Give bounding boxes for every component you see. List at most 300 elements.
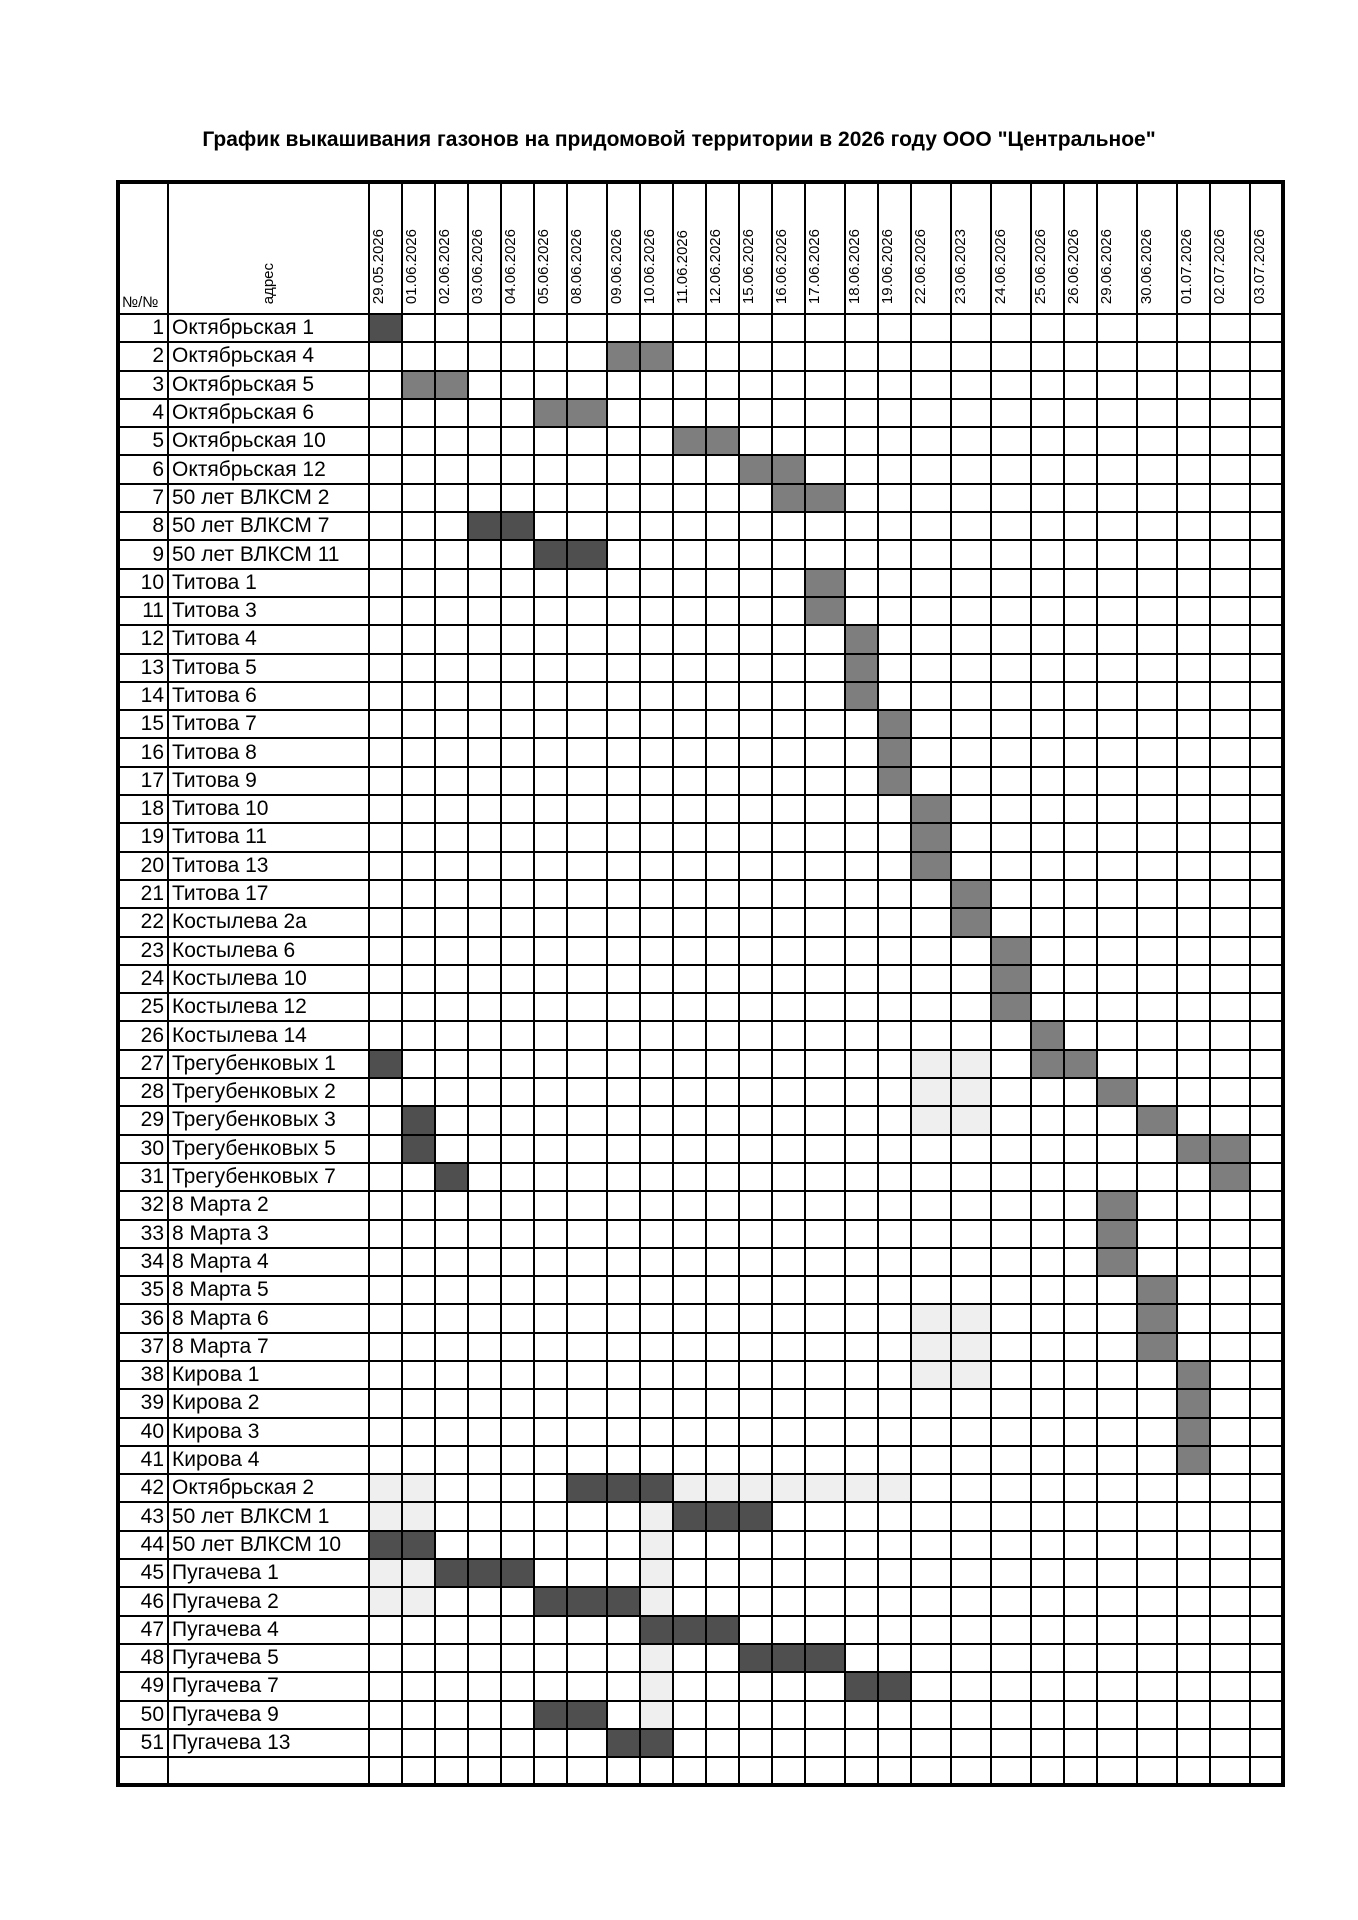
schedule-cell [1250,427,1283,455]
schedule-cell [1097,852,1137,880]
schedule-cell [534,1418,567,1446]
schedule-cell [1137,1531,1177,1559]
schedule-cell [534,823,567,851]
table-row [118,512,1283,540]
empty-cell [739,1757,772,1785]
schedule-cell [1031,852,1064,880]
scheduled-cell-dark [739,1644,772,1672]
scheduled-cell-mid [911,823,951,851]
schedule-cell [1210,1729,1250,1757]
schedule-cell [1250,625,1283,653]
schedule-cell [567,880,607,908]
date-header-label: 16.06.2026 [773,228,790,304]
schedule-cell [991,852,1031,880]
schedule-cell [739,965,772,993]
schedule-cell [1250,1050,1283,1078]
row-number: 16 [118,738,168,766]
schedule-cell [951,1644,991,1672]
schedule-cell [567,455,607,483]
schedule-cell [640,1106,673,1134]
address-cell: 8 Марта 6 [168,1304,369,1332]
schedule-cell [1177,1248,1210,1276]
schedule-cell [1177,399,1210,427]
schedule-cell [468,1531,501,1559]
schedule-cell [534,1304,567,1332]
schedule-cell [1097,965,1137,993]
schedule-cell [673,1559,706,1587]
address-cell: 50 лет ВЛКСМ 1 [168,1502,369,1530]
schedule-cell [673,738,706,766]
date-header-label: 18.06.2026 [846,228,863,304]
schedule-cell [402,795,435,823]
schedule-cell [772,795,805,823]
date-column-header [534,182,567,314]
schedule-cell [706,795,739,823]
schedule-cell [640,880,673,908]
schedule-cell [951,1446,991,1474]
schedule-cell [911,1587,951,1615]
schedule-cell [534,880,567,908]
schedule-cell [1137,908,1177,936]
schedule-cell [878,682,911,710]
schedule-cell [1097,1502,1137,1530]
schedule-cell [991,1078,1031,1106]
schedule-cell [1064,342,1097,370]
schedule-cell [468,852,501,880]
table-row [118,1078,1283,1106]
schedule-cell [369,1021,402,1049]
schedule-cell [805,455,845,483]
row-number: 30 [118,1135,168,1163]
schedule-cell [607,1135,640,1163]
schedule-cell [534,654,567,682]
scheduled-cell-light [911,1333,951,1361]
schedule-cell [951,1135,991,1163]
schedule-cell [1097,1559,1137,1587]
schedule-cell [673,908,706,936]
schedule-cell [805,1163,845,1191]
schedule-cell [1250,1191,1283,1219]
table-row [118,710,1283,738]
schedule-cell [739,540,772,568]
scheduled-cell-light [640,1559,673,1587]
schedule-cell [435,1587,468,1615]
schedule-cell [845,484,878,512]
schedule-cell [878,342,911,370]
schedule-cell [1064,1276,1097,1304]
schedule-cell [534,1135,567,1163]
schedule-cell [1097,1304,1137,1332]
schedule-cell [911,710,951,738]
schedule-cell [991,1729,1031,1757]
schedule-cell [640,682,673,710]
schedule-cell [991,1304,1031,1332]
schedule-cell [673,625,706,653]
row-number: 28 [118,1078,168,1106]
schedule-cell [1177,823,1210,851]
schedule-cell [739,880,772,908]
schedule-cell [1137,710,1177,738]
schedule-cell [805,738,845,766]
schedule-cell [706,1220,739,1248]
schedule-cell [673,795,706,823]
schedule-cell [402,965,435,993]
schedule-cell [402,1191,435,1219]
schedule-cell [468,1078,501,1106]
schedule-cell [567,1163,607,1191]
scheduled-cell-dark [501,512,534,540]
schedule-cell [1210,1644,1250,1672]
schedule-cell [673,1191,706,1219]
schedule-cell [402,682,435,710]
schedule-cell [706,1276,739,1304]
scheduled-cell-dark [772,1644,805,1672]
schedule-cell [951,1191,991,1219]
schedule-cell [845,1361,878,1389]
schedule-cell [1031,1191,1064,1219]
schedule-cell [706,1248,739,1276]
date-column-header [991,182,1031,314]
schedule-cell [1031,371,1064,399]
schedule-cell [991,1389,1031,1417]
schedule-cell [1177,484,1210,512]
schedule-cell [772,1163,805,1191]
schedule-cell [435,1446,468,1474]
schedule-cell [1177,1078,1210,1106]
schedule-cell [567,1616,607,1644]
schedule-cell [739,1050,772,1078]
schedule-cell [1177,1106,1210,1134]
schedule-cell [845,1644,878,1672]
schedule-cell [534,455,567,483]
table-row [118,1531,1283,1559]
schedule-cell [435,852,468,880]
row-number: 45 [118,1559,168,1587]
schedule-cell [640,1361,673,1389]
schedule-cell [1210,1248,1250,1276]
table-row [118,1135,1283,1163]
schedule-cell [706,1389,739,1417]
table-row [118,1220,1283,1248]
scheduled-cell-mid [402,371,435,399]
schedule-cell [369,1672,402,1700]
schedule-cell [1250,1163,1283,1191]
date-header-label: 11.06.2026 [674,230,691,304]
schedule-cell [805,654,845,682]
schedule-cell [1177,314,1210,342]
schedule-cell [772,1701,805,1729]
scheduled-cell-mid [951,908,991,936]
schedule-cell [739,1559,772,1587]
schedule-cell [878,1021,911,1049]
schedule-cell [369,371,402,399]
schedule-cell [1210,455,1250,483]
schedule-cell [1097,710,1137,738]
schedule-cell [534,427,567,455]
schedule-cell [402,314,435,342]
schedule-cell [739,1729,772,1757]
schedule-cell [1177,540,1210,568]
schedule-cell [1137,1502,1177,1530]
table-row [118,795,1283,823]
schedule-cell [1097,1333,1137,1361]
schedule-cell [468,1333,501,1361]
schedule-cell [607,427,640,455]
address-cell: 8 Марта 4 [168,1248,369,1276]
schedule-cell [640,427,673,455]
schedule-cell [739,1361,772,1389]
schedule-cell [567,484,607,512]
schedule-cell [468,399,501,427]
scheduled-cell-light [951,1333,991,1361]
row-number: 36 [118,1304,168,1332]
schedule-cell [501,1418,534,1446]
schedule-cell [435,880,468,908]
schedule-cell [805,1220,845,1248]
schedule-cell [468,484,501,512]
schedule-cell [951,1587,991,1615]
scheduled-cell-mid [567,399,607,427]
schedule-cell [1031,1587,1064,1615]
schedule-cell [534,937,567,965]
schedule-cell [911,512,951,540]
schedule-cell [805,1502,845,1530]
schedule-cell [435,1304,468,1332]
schedule-cell [534,767,567,795]
schedule-cell [772,1333,805,1361]
empty-cell [501,1757,534,1785]
schedule-cell [534,908,567,936]
schedule-cell [534,1220,567,1248]
empty-cell [468,1757,501,1785]
schedule-cell [1177,1163,1210,1191]
address-cell: Пугачева 7 [168,1672,369,1700]
schedule-cell [369,1418,402,1446]
empty-cell [706,1757,739,1785]
row-number: 19 [118,823,168,851]
schedule-cell [805,795,845,823]
schedule-cell [501,1220,534,1248]
schedule-cell [878,1559,911,1587]
address-header-label: адрес [259,262,277,304]
schedule-cell [739,852,772,880]
schedule-cell [706,1135,739,1163]
schedule-cell [1097,767,1137,795]
schedule-cell [1177,767,1210,795]
scheduled-cell-mid [1097,1078,1137,1106]
scheduled-cell-light [402,1559,435,1587]
schedule-cell [673,399,706,427]
address-cell: Пугачева 2 [168,1587,369,1615]
schedule-cell [1031,597,1064,625]
schedule-cell [1250,1135,1283,1163]
schedule-cell [435,710,468,738]
schedule-cell [1031,1135,1064,1163]
schedule-cell [1250,823,1283,851]
schedule-cell [911,1672,951,1700]
scheduled-cell-light [640,1587,673,1615]
empty-cell [878,1757,911,1785]
schedule-cell [402,767,435,795]
date-column-header [951,182,991,314]
schedule-cell [501,455,534,483]
schedule-cell [951,1701,991,1729]
schedule-cell [739,1276,772,1304]
schedule-cell [501,1701,534,1729]
schedule-cell [1210,1616,1250,1644]
scheduled-cell-dark [468,512,501,540]
schedule-cell [501,1050,534,1078]
schedule-cell [1097,625,1137,653]
address-cell: Костылева 14 [168,1021,369,1049]
schedule-cell [911,1021,951,1049]
schedule-cell [878,1729,911,1757]
row-number: 27 [118,1050,168,1078]
schedule-cell [369,767,402,795]
schedule-cell [706,1106,739,1134]
row-number: 1 [118,314,168,342]
schedule-cell [805,1276,845,1304]
schedule-cell [501,880,534,908]
row-number: 12 [118,625,168,653]
schedule-cell [435,767,468,795]
schedule-cell [706,965,739,993]
schedule-cell [1210,682,1250,710]
schedule-cell [951,427,991,455]
schedule-cell [1250,1587,1283,1615]
schedule-cell [878,1587,911,1615]
schedule-cell [845,1050,878,1078]
schedule-cell [673,993,706,1021]
schedule-cell [1031,880,1064,908]
schedule-cell [911,371,951,399]
schedule-cell [845,937,878,965]
table-row [118,1502,1283,1530]
schedule-cell [878,399,911,427]
schedule-cell [772,1446,805,1474]
empty-cell [640,1757,673,1785]
date-column-header [706,182,739,314]
schedule-cell [706,314,739,342]
schedule-cell [805,710,845,738]
schedule-cell [1097,1446,1137,1474]
schedule-cell [567,1078,607,1106]
schedule-cell [1250,1361,1283,1389]
row-number: 8 [118,512,168,540]
schedule-cell [772,540,805,568]
schedule-cell [673,455,706,483]
schedule-cell [706,1078,739,1106]
schedule-cell [1064,399,1097,427]
schedule-cell [991,710,1031,738]
schedule-cell [640,625,673,653]
schedule-cell [772,1276,805,1304]
schedule-cell [878,1078,911,1106]
table-row [118,1248,1283,1276]
schedule-cell [772,937,805,965]
scheduled-cell-mid [991,937,1031,965]
schedule-cell [567,1729,607,1757]
schedule-cell [805,1021,845,1049]
schedule-cell [706,371,739,399]
date-header-label: 19.06.2026 [879,228,896,304]
schedule-cell [991,1616,1031,1644]
scheduled-cell-light [911,1304,951,1332]
schedule-cell [878,1701,911,1729]
number-header-label: №/№ [122,294,159,311]
date-column-header [435,182,468,314]
schedule-cell [1210,597,1250,625]
schedule-cell [567,823,607,851]
schedule-cell [1210,823,1250,851]
schedule-cell [1210,880,1250,908]
schedule-cell [991,1559,1031,1587]
schedule-cell [951,937,991,965]
schedule-cell [673,1220,706,1248]
schedule-cell [951,540,991,568]
schedule-cell [845,1729,878,1757]
schedule-cell [1064,1418,1097,1446]
schedule-cell [706,682,739,710]
schedule-cell [706,1050,739,1078]
schedule-cell [567,795,607,823]
schedule-cell [845,597,878,625]
schedule-cell [468,1672,501,1700]
scheduled-cell-light [640,1502,673,1530]
schedule-cell [878,1135,911,1163]
address-cell: Октябрьская 6 [168,399,369,427]
address-cell: 8 Марта 3 [168,1220,369,1248]
date-column-header [911,182,951,314]
schedule-cell [1064,540,1097,568]
schedule-cell [1097,1587,1137,1615]
table-row [118,540,1283,568]
schedule-cell [805,767,845,795]
date-column-header [1137,182,1177,314]
row-number: 6 [118,455,168,483]
schedule-cell [435,654,468,682]
schedule-cell [640,569,673,597]
schedule-cell [567,738,607,766]
address-cell: 50 лет ВЛКСМ 7 [168,512,369,540]
table-row [118,852,1283,880]
table-row [118,455,1283,483]
schedule-cell [673,1361,706,1389]
schedule-cell [435,1672,468,1700]
schedule-cell [1250,314,1283,342]
schedule-cell [607,908,640,936]
schedule-cell [951,597,991,625]
schedule-cell [772,1672,805,1700]
schedule-cell [1031,965,1064,993]
schedule-cell [1250,484,1283,512]
schedule-cell [1031,1163,1064,1191]
schedule-cell [1097,993,1137,1021]
schedule-cell [468,1220,501,1248]
schedule-cell [739,1616,772,1644]
schedule-cell [369,1220,402,1248]
schedule-cell [534,1616,567,1644]
schedule-cell [567,937,607,965]
schedule-cell [1097,1672,1137,1700]
schedule-cell [468,371,501,399]
schedule-cell [402,908,435,936]
schedule-cell [607,512,640,540]
schedule-cell [1210,540,1250,568]
schedule-cell [1031,1701,1064,1729]
schedule-cell [534,795,567,823]
schedule-cell [1064,1021,1097,1049]
